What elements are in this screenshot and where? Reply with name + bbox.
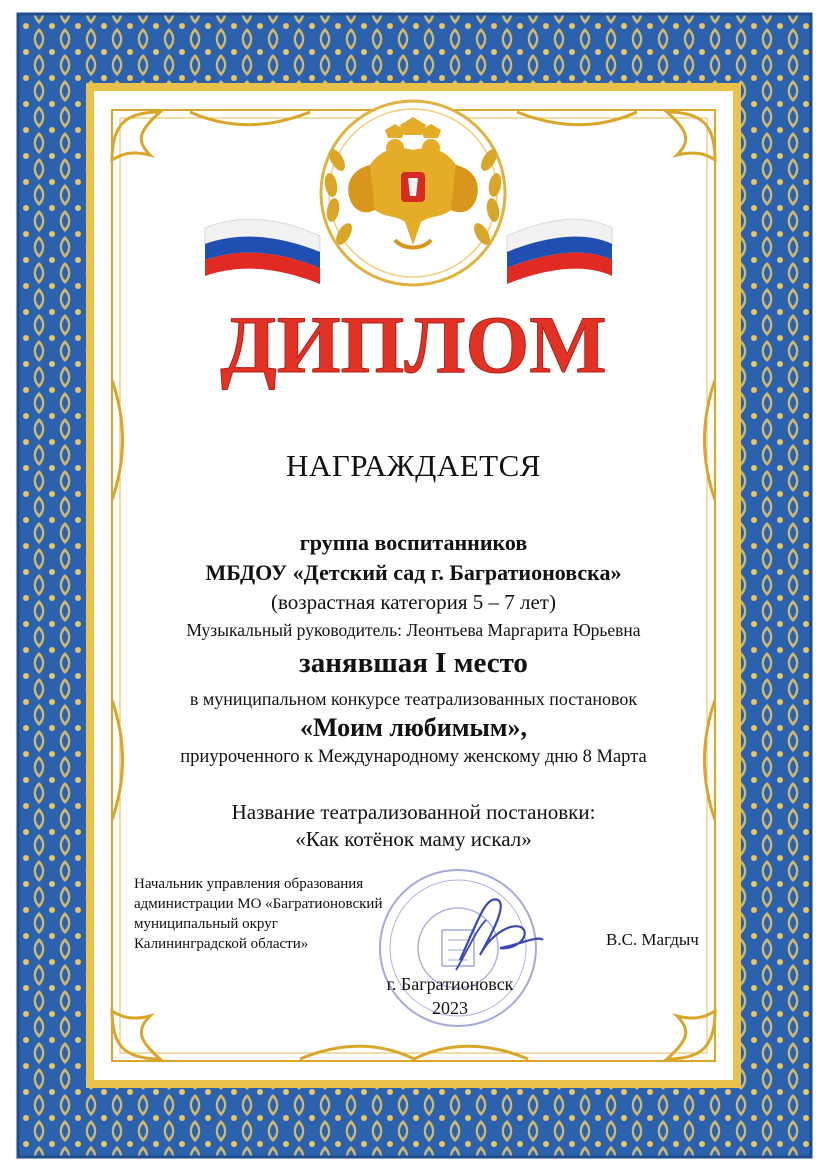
place-award: занявшая I место bbox=[299, 647, 528, 679]
signatory-line: Начальник управления образования bbox=[134, 876, 364, 892]
show-name: «Как котёнок маму искал» bbox=[295, 827, 532, 851]
year: 2023 bbox=[432, 998, 468, 1018]
contest-dedication: приуроченного к Международному женскому дню 8 Марта bbox=[180, 747, 647, 767]
contest-name: «Моим любимым», bbox=[299, 713, 528, 742]
city: г. Багратионовск bbox=[386, 974, 514, 994]
signatory-title bbox=[134, 874, 434, 954]
recipient-organization: МБДОУ «Детский сад г. Багратионовска» bbox=[205, 560, 622, 585]
signatory-line: администрации МО «Багратионовский bbox=[134, 896, 383, 912]
music-director: Музыкальный руководитель: Леонтьева Маргарита Юрьевна bbox=[186, 620, 641, 640]
contest-line: в муниципальном конкурсе театрализованных постановок bbox=[189, 689, 638, 709]
diploma-title: ДИПЛОМ bbox=[220, 299, 607, 390]
signatory-line: муниципальный округ bbox=[134, 916, 278, 932]
recipient-line1: группа воспитанников bbox=[299, 530, 528, 555]
signature-icon bbox=[460, 899, 543, 960]
show-label: Название театрализованной постановки: bbox=[231, 800, 596, 824]
age-category: (возрастная категория 5 – 7 лет) bbox=[271, 590, 556, 614]
signatory-line: Калининградской области» bbox=[134, 936, 309, 952]
signatory-name: В.С. Магдыч bbox=[606, 930, 699, 949]
awarded-heading: НАГРАЖДАЕТСЯ bbox=[286, 448, 541, 483]
